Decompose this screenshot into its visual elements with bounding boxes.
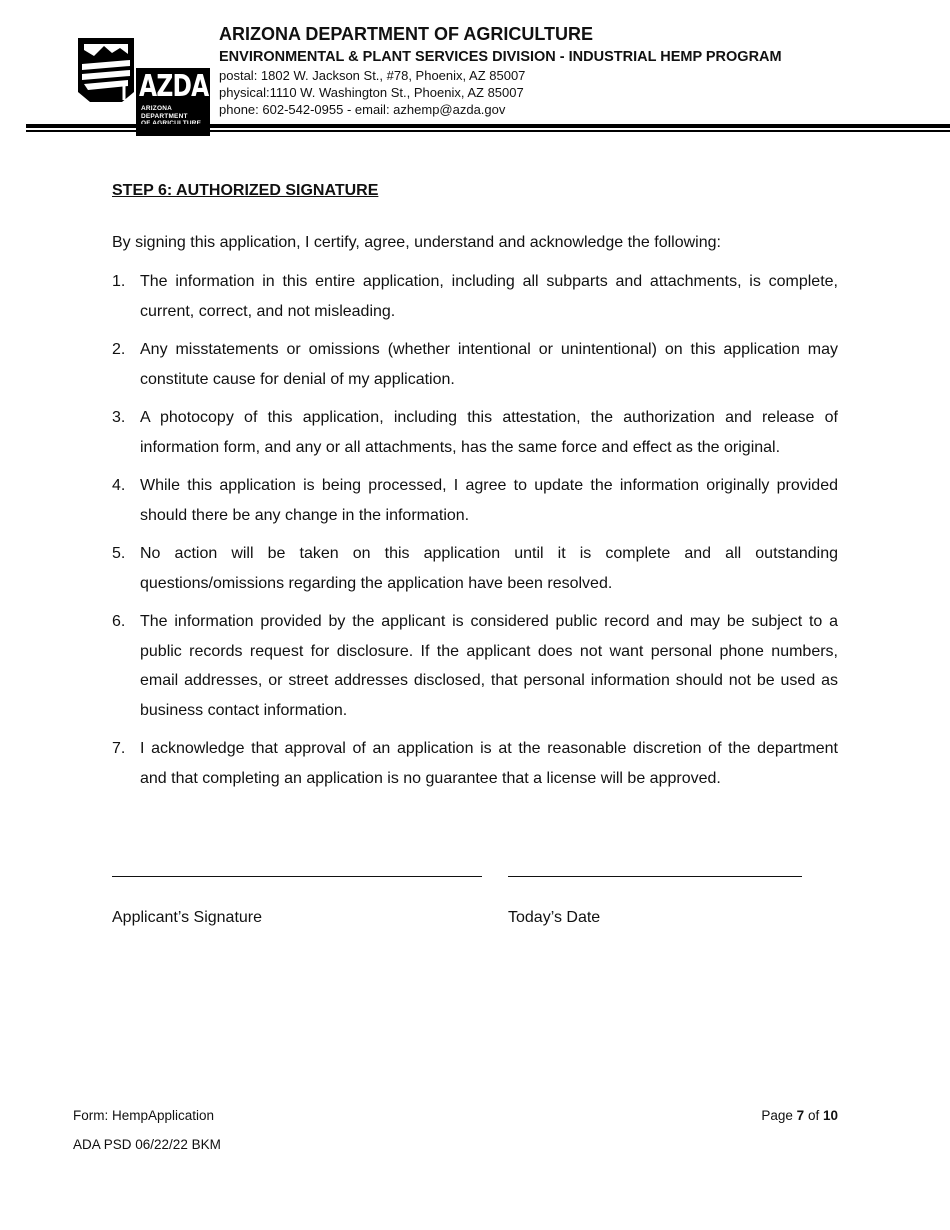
item-text: The information provided by the applicant is considered public record and may be subject to a public records request for disclosure. If the applicant does not want personal phone numbers, email addresses, or street addresses disclosed, that personal information should not be used as business contact information. [140,613,838,719]
item-text: The information in this entire application, including all subparts and attachments, is complete, current, correct, and not misleading. [140,273,838,320]
page-current: 7 [796,1108,805,1123]
list-item [112,403,838,462]
item-number: 7. [112,740,126,757]
header-divider-thin [26,130,950,132]
item-number: 2. [112,341,126,358]
item-number: 3. [112,409,126,426]
form-code: ADA PSD 06/22/22 BKM [73,1137,221,1152]
page-total: 10 [822,1108,838,1123]
list-item [112,607,838,725]
header-divider-thick [26,124,950,128]
azda-shield-icon [74,34,138,102]
item-text: While this application is being processed, I agree to update the information originally provided should there be any change in the information. [140,477,838,524]
item-number: 4. [112,477,126,494]
contact-info: phone: 602-542-0955 - email: azhemp@azda.gov [219,102,506,117]
applicant-signature-line[interactable] [112,876,482,877]
todays-date-label: Today’s Date [508,909,601,926]
physical-address: physical:1110 W. Washington St., Phoenix, AZ 85007 [219,85,524,100]
page-number [761,1108,838,1123]
logo-name: AZDA [139,69,209,104]
item-number: 5. [112,545,126,562]
list-item [112,471,838,530]
acknowledgement-list [112,267,838,802]
list-item [112,734,838,793]
item-text: Any misstatements or omissions (whether intentional or unintentional) on this application may constitute cause for denial of my application. [140,341,838,388]
form-name: Form: HempApplication [73,1108,215,1123]
list-item [112,335,838,394]
section-intro: By signing this application, I certify, agree, understand and acknowledge the following: [112,234,721,251]
logo-sub-line: ARIZONA [141,105,173,112]
letterhead [0,0,950,135]
item-text: No action will be taken on this application until it is complete and all outstanding questions/omissions regarding the application have been resolved. [140,545,838,592]
postal-address: postal: 1802 W. Jackson St., #78, Phoenix, AZ 85007 [219,68,526,83]
todays-date-line[interactable] [508,876,802,877]
list-item [112,267,838,326]
item-text: A photocopy of this application, including this attestation, the authorization and release of information form, and any or all attachments, has the same force and effect as the original. [140,409,838,456]
division-title: ENVIRONMENTAL & PLANT SERVICES DIVISION - INDUSTRIAL HEMP PROGRAM [219,49,782,65]
item-number: 1. [112,273,126,290]
department-title: ARIZONA DEPARTMENT OF AGRICULTURE [219,24,593,44]
page-of: of [807,1108,820,1123]
applicant-signature-label: Applicant’s Signature [112,909,263,926]
logo-sub-line: DEPARTMENT [141,112,188,120]
item-text: I acknowledge that approval of an application is at the reasonable discretion of the department and that completing an application is no guarantee that a license will be approved. [140,740,838,787]
azda-logo [74,34,210,120]
section-title: STEP 6: AUTHORIZED SIGNATURE [112,182,379,199]
page-prefix: Page [761,1108,793,1123]
list-item [112,539,838,598]
item-number: 6. [112,613,126,630]
